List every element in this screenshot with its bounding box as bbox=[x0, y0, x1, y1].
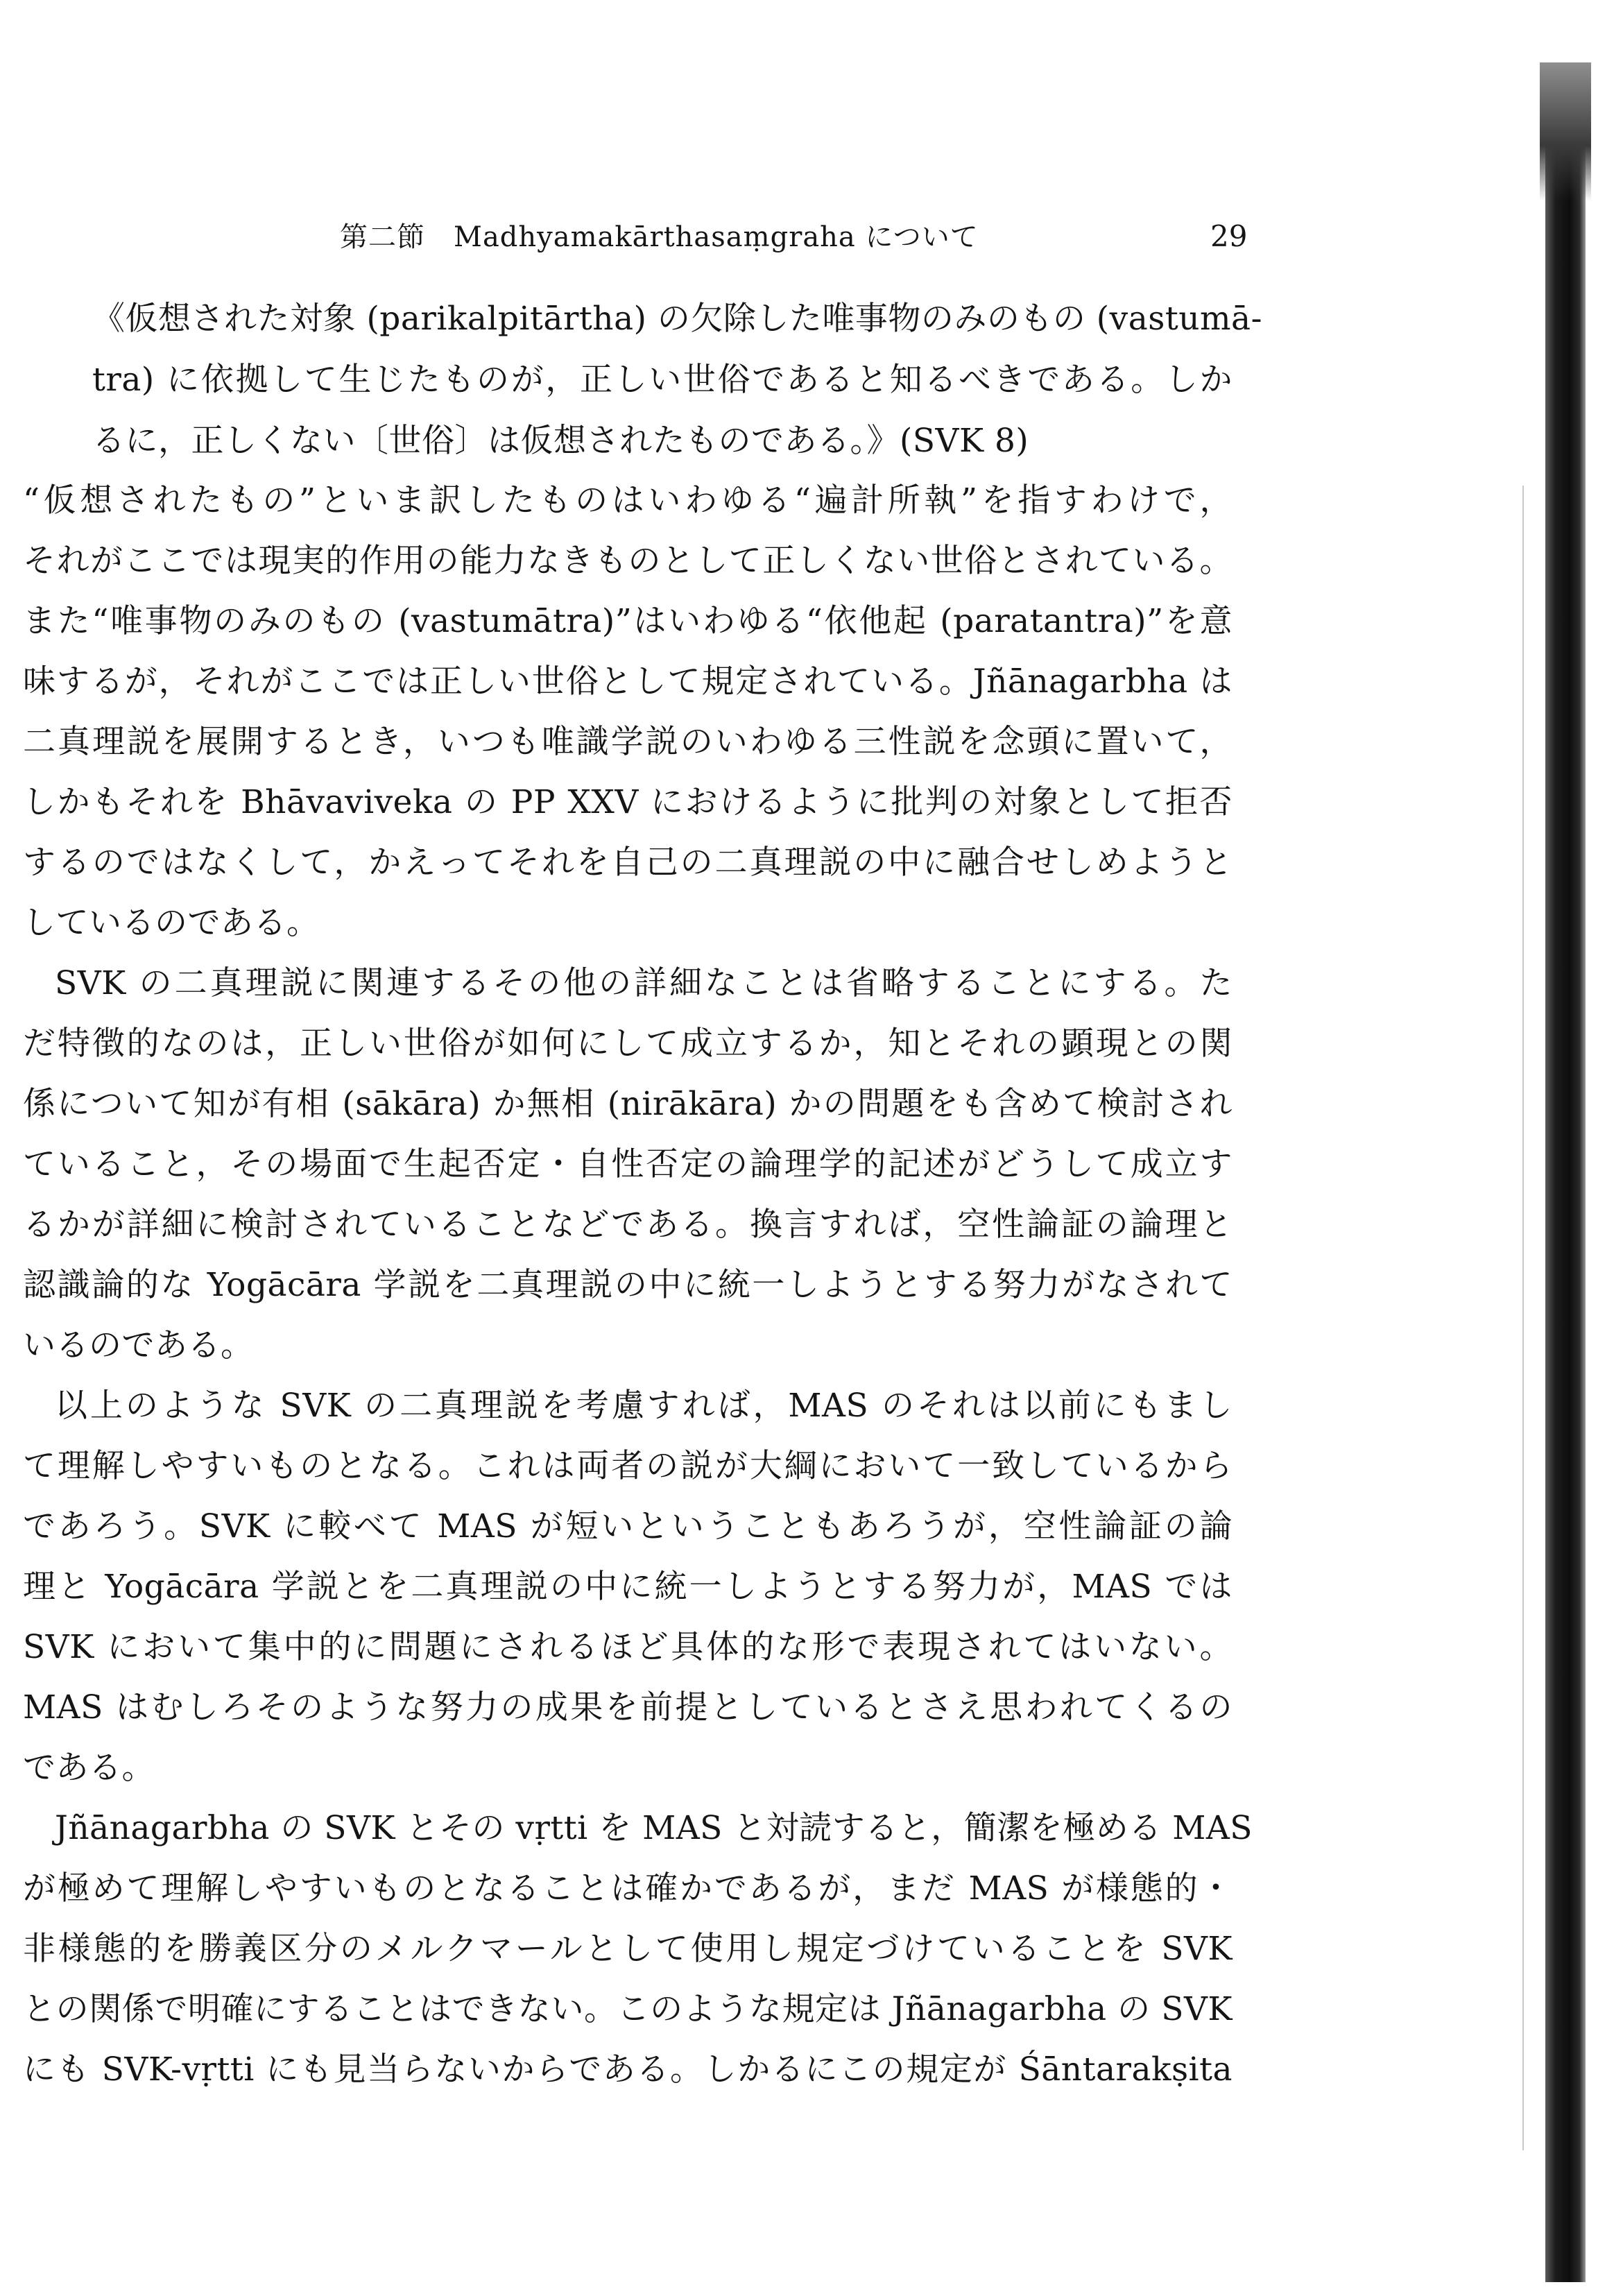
text-line: それがここでは現実的作用の能力なきものとして正しくない世俗とされている。 bbox=[23, 542, 1233, 580]
text-line: て理解しやすいものとなる。これは両者の説が大綱において一致しているから bbox=[23, 1447, 1233, 1485]
text-line: るかが詳細に検討されていることなどである。換言すれば，空性論証の論理と bbox=[23, 1206, 1233, 1244]
text-line: だ特徴的なのは，正しい世俗が如何にして成立するか，知とそれの顕現との関 bbox=[23, 1025, 1233, 1063]
text-line: 係について知が有相 (sākāra) か無相 (nirākāra) かの問題をも含めて検討され bbox=[23, 1085, 1233, 1123]
text-line: SVK において集中的に問題にされるほど具体的な形で表現されてはいない。 bbox=[23, 1628, 1233, 1666]
text-line: である。 bbox=[23, 1749, 155, 1787]
text-line: 以上のような SVK の二真理説を考慮すれば，MAS のそれは以前にもまし bbox=[55, 1387, 1233, 1425]
text-line: また“唯事物のみのもの (vastumātra)”はいわゆる“依他起 (paratantra)”を意 bbox=[23, 602, 1233, 640]
text-line: 味するが，それがここでは正しい世俗として規定されている。Jñānagarbha は bbox=[23, 662, 1233, 701]
text-line: 非様態的を勝義区分のメルクマールとして使用し規定づけていることを SVK bbox=[23, 1930, 1233, 1968]
text-line: いるのである。 bbox=[23, 1326, 254, 1364]
text-line: SVK の二真理説に関連するその他の詳細なことは省略することにする。た bbox=[55, 964, 1233, 1002]
page-header bbox=[0, 215, 1623, 257]
running-head: 第二節 Madhyamakārthasaṃgraha について bbox=[340, 221, 979, 253]
text-line: MAS はむしろそのような努力の成果を前提としているとさえ思われてくるの bbox=[23, 1688, 1233, 1727]
text-line: “仮想されたもの”といま訳したものはいわゆる“遍計所執”を指すわけで， bbox=[23, 481, 1233, 520]
text-line: が極めて理解しやすいものとなることは確かであるが，まだ MAS が様態的・ bbox=[23, 1869, 1233, 1908]
text-line: しているのである。 bbox=[23, 904, 320, 942]
text-line: であろう。SVK に較べて MAS が短いということもあろうが，空性論証の論 bbox=[23, 1507, 1233, 1545]
binding-edge-shadow bbox=[1545, 62, 1586, 2282]
scan-scratch bbox=[1522, 486, 1524, 2150]
quote-line-3: るに，正しくない〔世俗〕は仮想されたものである。》(SVK 8) bbox=[92, 422, 1029, 460]
text-line: Jñānagarbha の SVK とその vṛtti を MAS と対読すると，簡潔を極める MAS bbox=[55, 1809, 1253, 1847]
text-line: するのではなくして，かえってそれを自己の二真理説の中に融合せしめようと bbox=[23, 843, 1233, 882]
text-line: 認識論的な Yogācāra 学説を二真理説の中に統一しようとする努力がなされて bbox=[23, 1266, 1233, 1304]
text-line: しかもそれを Bhāvaviveka の PP XXV におけるように批判の対象として拒否 bbox=[23, 783, 1233, 821]
text-line: ていること，その場面で生起否定・自性否定の論理学的記述がどうして成立す bbox=[23, 1145, 1233, 1183]
text-line: との関係で明確にすることはできない。このような規定は Jñānagarbha の SVK bbox=[23, 1990, 1233, 2028]
text-line: 二真理説を展開するとき，いつも唯識学説のいわゆる三性説を念頭に置いて， bbox=[23, 723, 1233, 761]
text-line: 理と Yogācāra 学説とを二真理説の中に統一しようとする努力が，MAS では bbox=[23, 1568, 1233, 1606]
text-line: にも SVK-vṛtti にも見当らないからである。しかるにこの規定が Śāntarakṣita bbox=[23, 2050, 1233, 2089]
quote-line-2: tra) に依拠して生じたものが，正しい世俗であると知るべきである。しか bbox=[92, 361, 1233, 399]
quote-line-1: 《仮想された対象 (parikalpitārtha) の欠除した唯事物のみのもの (vastumā- bbox=[92, 300, 1262, 338]
binding-edge-noise bbox=[1540, 62, 1591, 201]
page-number: 29 bbox=[1210, 219, 1248, 253]
